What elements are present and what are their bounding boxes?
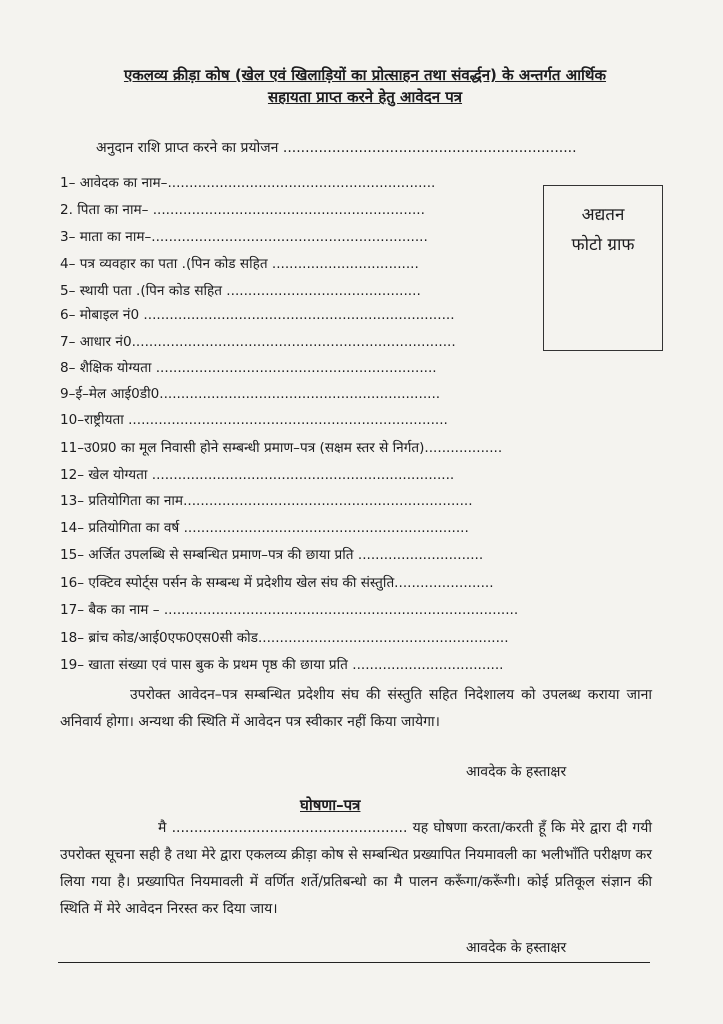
photo-label-line-1: अद्यतन [581,205,625,225]
photo-label-line-2: फोटो ग्राफ [571,235,635,255]
field-domicile-certificate: 11–उ0प्र0 का मूल निवासी होने सम्बन्धी प्रमाण–पत्र (सक्षम स्तर से निर्गत).................. [60,440,503,456]
declaration-text: मै ..................................................... यह घोषणा करता/करती हूँ कि मेरे द्वारा दी गयी उपरोक्त सूचना सही है तथा मेरे द्वारा एकलव्य क्रीड़ा कोष से सम्बन्धित प्रख्यापित नियमावली का भलीभाँति परीक्षण कर लिया गया है। प्रख्यापित नियमावली में वर्णित शर्ते/प्रतिबन्धो का मै पालन करूँगा/करूँगी। कोई प्रतिकूल संज्ञान की स्थिति में मेरे आवेदन निरस्त कर दिया जाय। [60,820,652,917]
title-line-1: एकलव्य क्रीड़ा कोष (खेल एवं खिलाड़ियों का प्रोत्साहन तथा संवर्द्धन) के अन्तर्गत आर्थिक [123,66,607,84]
field-aadhaar: 7– आधार नं0........................................................................... [60,334,456,350]
field-ifsc-code: 18– ब्रांच कोड/आई0एफ0एस0सी कोड.......................................................... [60,630,509,646]
photo-box [543,185,663,351]
field-mother-name: 3– माता का नाम–................................................................ [60,229,428,245]
field-bank-name: 17– बैक का नाम – .................................................................................. [60,602,519,618]
field-email: 9–ई–मेल आई0डी0................................................................. [60,386,441,402]
field-account-number: 19– खाता संख्या एवं पास बुक के प्रथम पृष्ठ की छाया प्रति ................................... [60,657,504,673]
field-achievement-certificate: 15– अर्जित उपलब्धि से सम्बन्धित प्रमाण–पत्र की छाया प्रति ............................. [60,547,484,563]
field-sports-association-recommendation: 16– एक्टिव स्पोर्ट्स पर्सन के सम्बन्ध में प्रदेशीय खेल संघ की संस्तुति....................... [60,575,494,591]
declaration-signature-label: आवदेक के हस्ताक्षर [466,940,567,956]
title-line-2: सहायता प्राप्त करने हेतु आवेदन पत्र [267,88,463,106]
field-competition-name: 13– प्रतियोगिता का नाम................................................................... [60,493,473,509]
field-competition-year: 14– प्रतियोगिता का वर्ष .................................................................. [60,520,469,536]
field-applicant-name: 1– आवेदक का नाम–.............................................................. [60,175,436,191]
submission-note: उपरोक्त आवेदन–पत्र सम्बन्धित प्रदेशीय संघ की संस्तुति सहित निदेशालय को उपलब्ध कराया जाना अनिवार्य होगा। अन्यथा की स्थिति में आवेदन पत्र स्वीकार नहीं किया जायेगा। [60,687,652,730]
field-education: 8– शैक्षिक योग्यता ................................................................. [60,360,437,376]
field-permanent-address: 5– स्थायी पता .(पिन कोड सहित ............................................. [60,283,421,299]
bottom-rule [58,962,650,963]
field-mobile: 6– मोबाइल नं0 ........................................................................ [60,307,455,323]
purpose-field: अनुदान राशि प्राप्त करने का प्रयोजन .................................................................. [96,140,577,156]
field-nationality: 10–राष्ट्रीयता .......................................................................... [60,412,448,428]
declaration-title: घोषणा–पत्र [300,796,361,814]
field-sports-qualification: 12– खेल योग्यता ...................................................................... [60,467,455,483]
field-father-name: 2. पिता का नाम– ............................................................... [60,202,425,218]
field-correspondence-address: 4– पत्र व्यवहार का पता .(पिन कोड सहित .................................. [60,256,419,272]
form-title [60,64,670,108]
applicant-signature-label: आवदेक के हस्ताक्षर [466,764,567,780]
